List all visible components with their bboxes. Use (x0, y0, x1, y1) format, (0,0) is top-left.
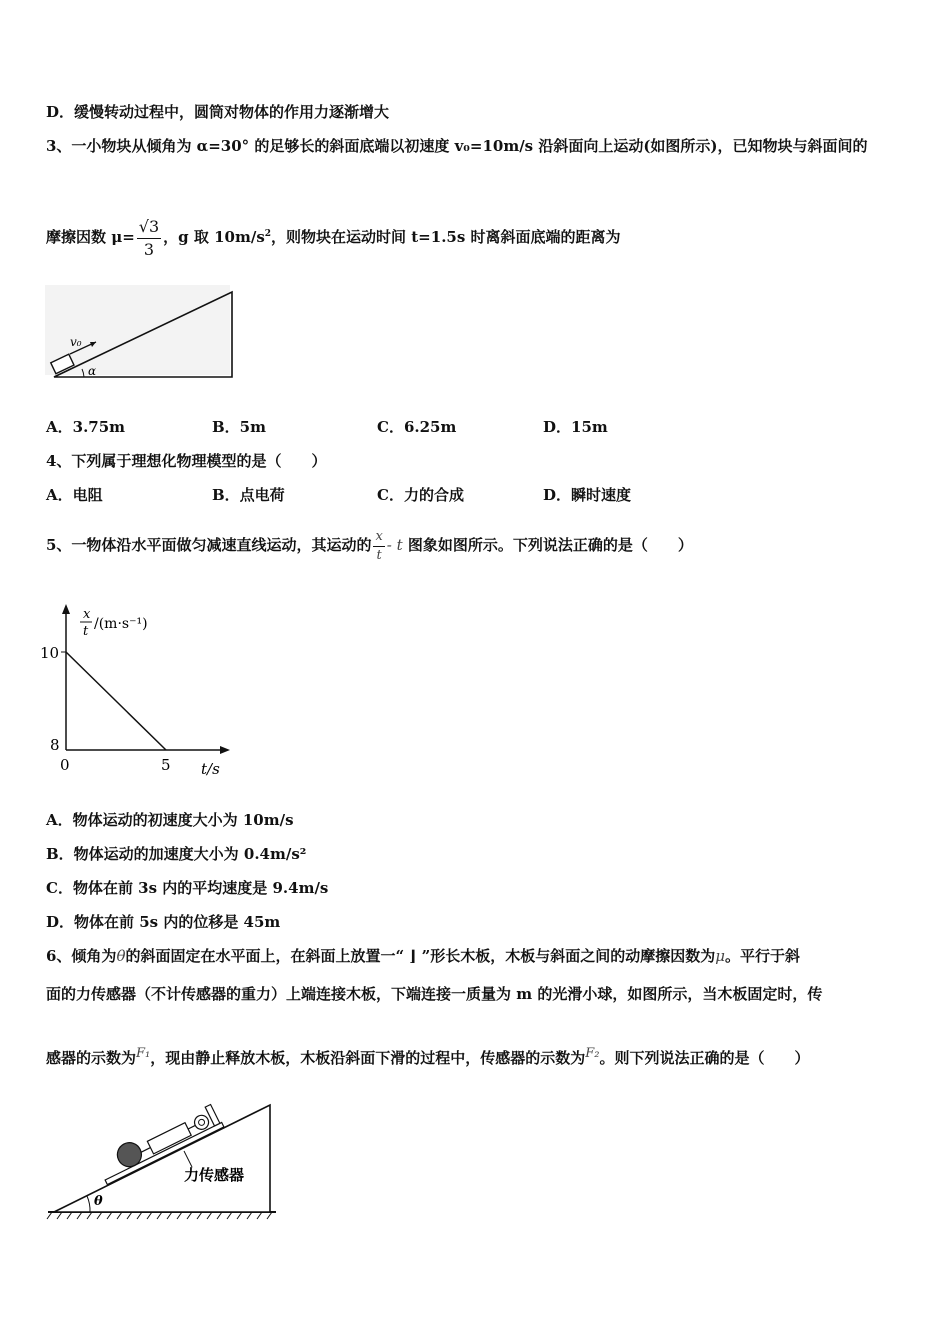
q6-ground-hatching (47, 1212, 272, 1219)
q4-option-a: A．电阻 (46, 486, 103, 504)
q3-stem-suffix: ，则物块在运动时间 t=1.5s 时离斜面底端的距离为 (271, 228, 621, 246)
q3-g-text: ，g 取 10m/s (163, 228, 265, 246)
q6-incline-figure (44, 1095, 284, 1225)
q6-F2: F₂ (585, 1046, 600, 1061)
q5-option-c: C．物体在前 3s 内的平均速度是 9.4m/s (46, 879, 329, 897)
q3-mu-fraction (137, 216, 161, 261)
q3-option-d: D．15m (543, 418, 608, 436)
q5-stem-fraction (373, 528, 384, 565)
q3-option-b: B．5m (212, 418, 266, 436)
q5-data-line (66, 652, 166, 750)
q3-stem-line1: 3、一小物块从倾角为 α=30° 的足够长的斜面底端以初速度 v₀=10m/s 沿斜面向上运动(如图所示)，已知物块与斜面间的 (46, 137, 868, 155)
q5-y-label-8: 8 (50, 736, 60, 754)
q5-option-d: D．物体在前 5s 内的位移是 45m (46, 913, 281, 931)
q6-sensor-label: 力传感器 (184, 1166, 245, 1184)
q5-stem-suffix: 图象如图所示。下列说法正确的是（ ） (407, 536, 693, 554)
q4-stem: 4、下列属于理想化物理模型的是（ ） (46, 452, 327, 470)
q6-stem-line2: 面的力传感器（不计传感器的重力）上端连接木板，下端连接一质量为 m 的光滑小球，如图所示，当木板固定时，传 (46, 985, 823, 1003)
q3-mu-denominator: 3 (143, 239, 155, 259)
q6-stem-line1 (46, 946, 800, 966)
q4-option-d: D．瞬时速度 (543, 486, 632, 504)
q6-theta: θ (116, 947, 126, 965)
q6-line1-c: 。平行于斜 (725, 947, 801, 965)
q5-option-b: B．物体运动的加速度大小为 0.4m/s² (46, 845, 307, 863)
q5-origin-label: 0 (60, 756, 70, 774)
q3-v0-label: v₀ (70, 335, 82, 349)
q5-y-label-10: 10 (40, 644, 60, 662)
q5-graph (36, 600, 246, 785)
q5-x-tick-5: 5 (161, 756, 171, 774)
q4-option-c: C．力的合成 (377, 486, 464, 504)
q6-theta-label: θ (94, 1194, 103, 1209)
q4-option-b: B．点电荷 (212, 486, 285, 504)
q2-option-d: D．缓慢转动过程中，圆筒对物体的作用力逐渐增大 (46, 103, 390, 121)
q5-ylabel-unit: /(m·s⁻¹) (94, 616, 148, 632)
q6-F1: F₁ (136, 1046, 151, 1061)
q3-option-a: A．3.75m (46, 418, 126, 436)
q3-g-exp: 2 (264, 229, 272, 239)
q5-frac-num: x (373, 528, 384, 547)
q6-stem-line3 (46, 1036, 810, 1076)
q3-mu-numerator: √3 (137, 216, 161, 239)
q5-frac-den: t (376, 547, 382, 563)
q6-line1-a: 6、倾角为 (46, 947, 117, 965)
q3-alpha-label: α (88, 364, 97, 378)
q5-y-arrow (62, 604, 70, 614)
q6-line1-b: 的斜面固定在水平面上，在斜面上放置一“ ⌋ ”形长木板，木板与斜面之间的动摩擦因数为 (125, 947, 716, 965)
q5-ylabel-den: t (83, 624, 89, 639)
q5-option-a: A．物体运动的初速度大小为 10m/s (46, 811, 294, 829)
q5-stem (46, 520, 693, 570)
q6-line3-a: 感器的示数为 (46, 1049, 137, 1067)
q5-stem-prefix: 5、一物体沿水平面做匀减速直线运动，其运动的 (46, 536, 372, 554)
q6-line3-c: 。则下列说法正确的是（ ） (599, 1049, 810, 1067)
q6-line3-b: ，现由静止释放木板，木板沿斜面下滑的过程中，传感器的示数为 (150, 1049, 586, 1067)
q5-x-axis-label: t/s (201, 760, 220, 778)
q3-mu-prefix: 摩擦因数 μ= (46, 228, 135, 246)
q5-frac-suffix: - t (386, 536, 403, 554)
q5-x-arrow (220, 746, 230, 754)
q3-incline-figure (40, 280, 245, 385)
q6-incline (54, 1105, 270, 1212)
q3-option-c: C．6.25m (377, 418, 457, 436)
q5-ylabel-num: x (83, 607, 91, 622)
q3-stem-line2 (46, 210, 621, 261)
q6-mu: μ (715, 947, 726, 965)
